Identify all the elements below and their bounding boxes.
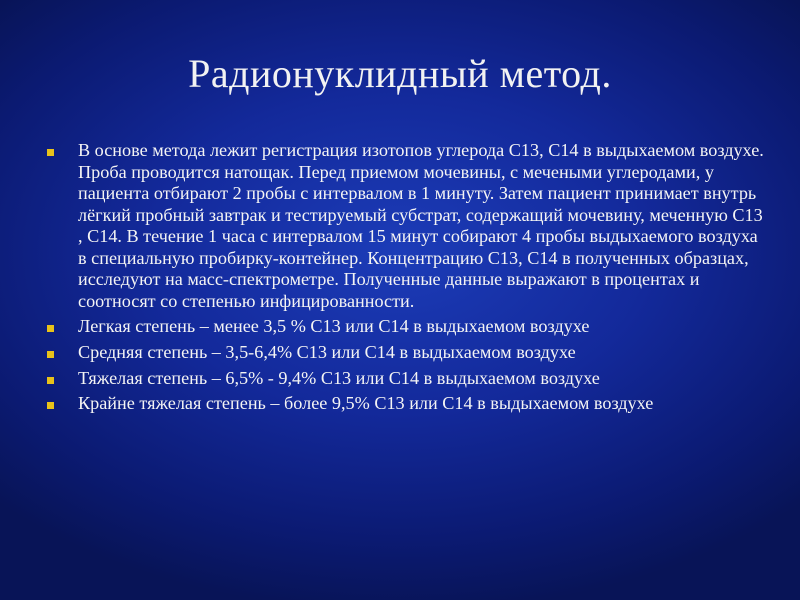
bullet-item <box>44 393 764 415</box>
bullet-item <box>44 368 764 390</box>
slide-title: Радионуклидный метод. <box>188 51 612 96</box>
bullet-text: Крайне тяжелая степень – более 9,5% С13 или С14 в выдыхаемом воздухе <box>78 393 654 414</box>
bullet-text: Легкая степень – менее 3,5 % С13 или С14 в выдыхаемом воздухе <box>78 316 590 337</box>
square-bullet-icon <box>47 149 54 156</box>
bullet-item <box>44 140 764 312</box>
square-bullet-icon <box>47 351 54 358</box>
bullet-text: В основе метода лежит регистрация изотопов углерода С13, С14 в выдыхаемом воздухе. Проба проводится натощак. Перед приемом мочевины, с мечеными углеродами, у пациента отбирают 2 пробы с интервалом в 1 минуту. Затем пациент принимает внутрь лёгкий пробный завтрак и тестируемый субстрат, содержащий мочевину, меченную С13 , С14. В течение 1 часа с интервалом 15 минут собирают 4 пробы выдыхаемого воздуха в специальную пробирку-контейнер. Концентрацию С13, С14 в полученных образцах, исследуют на масс-спектрометре. Полученные данные выражают в процентах и соотносят со степенью инфицированности. <box>78 140 764 311</box>
bullet-text: Средняя степень – 3,5-6,4% С13 или С14 в выдыхаемом воздухе <box>78 341 576 362</box>
square-bullet-icon <box>47 377 54 384</box>
square-bullet-icon <box>47 325 54 332</box>
square-bullet-icon <box>47 402 54 409</box>
bullet-item <box>44 316 764 338</box>
bullet-list <box>44 140 764 419</box>
bullet-item <box>44 342 764 364</box>
bullet-text: Тяжелая степень – 6,5% - 9,4% С13 или С14 в выдыхаемом воздухе <box>78 367 600 388</box>
